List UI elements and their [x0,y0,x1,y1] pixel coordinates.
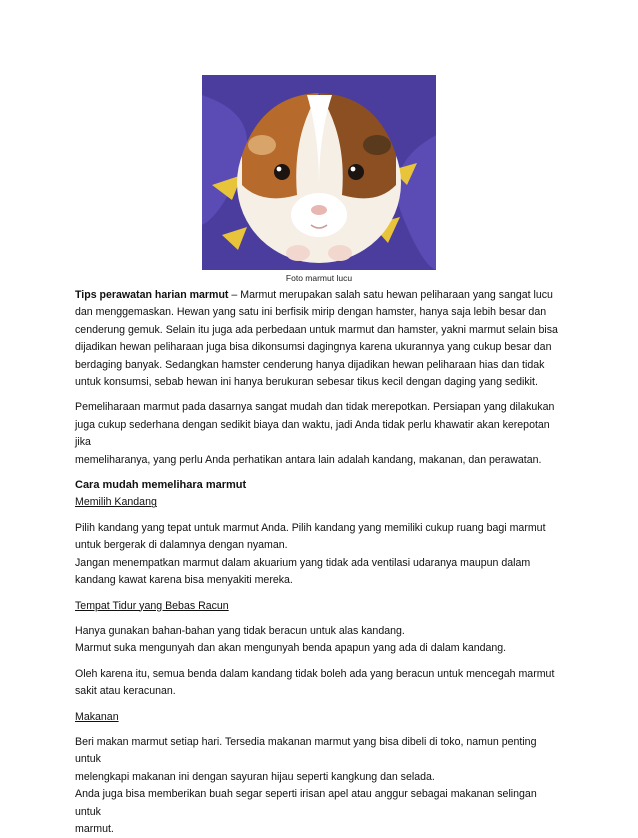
intro-line: untuk konsumsi, sebab hewan ini hanya berukuran sebesar tikus kecil dengan daging yang sedikit. [75,376,538,389]
guinea-pig-photo [202,75,436,270]
intro-paragraph [75,287,565,391]
intro-line: cenderung gemuk. Selain itu juga ada perbedaan untuk marmut dan hamster, yakni marmut selain bisa [75,323,558,336]
section-heading: Cara mudah memelihara marmut [75,479,247,492]
tidur-paragraph-2 [75,666,565,701]
kandang-line: kandang kawat karena bisa menyakiti mereka. [75,574,293,587]
tidur-line: sakit atau keracunan. [75,685,176,698]
makanan-line: Beri makan marmut setiap hari. Tersedia makanan marmut yang bisa dibeli di toko, namun penting untuk [75,735,537,766]
makanan-line: melengkapi makanan ini dengan sayuran hijau seperti kangkung dan selada. [75,770,435,783]
kandang-paragraph [75,520,565,590]
kandang-line: Pilih kandang yang tepat untuk marmut Anda. Pilih kandang yang memiliki cukup ruang bagi marmut [75,521,546,534]
makanan-line: Anda juga bisa memberikan buah segar seperti irisan apel atau anggur sebagai makanan selingan untuk [75,788,537,818]
intro-line: dan menggemaskan. Hewan yang satu ini berfisik mirip dengan hamster, hanya saja lebih besar dan [75,306,547,319]
intro-line: dijadikan hewan peliharaan juga bisa dikonsumsi dagingnya karena ukurannya yang cukup besar dan [75,341,552,354]
subheading-tempat-tidur: Tempat Tidur yang Bebas Racun [75,599,229,612]
article-body [75,287,565,838]
tidur-line: Marmut suka mengunyah dan akan mengunyah benda apapun yang ada di dalam kandang. [75,642,507,655]
intro-line: – Marmut merupakan salah satu hewan peliharaan yang sangat lucu [228,289,553,301]
subheading-memilih-kandang: Memilih Kandang [75,496,157,509]
care-line: Pemeliharaan marmut pada dasarnya sangat mudah dan tidak merepotkan. Persiapan yang dilakukan [75,401,555,414]
photo-caption: Foto marmut lucu [285,273,353,283]
care-line: juga cukup sederhana dengan sedikit biaya dan waktu, jadi Anda tidak perlu khawatir akan kerepotan jika [75,418,550,449]
care-line: memeliharanya, yang perlu Anda perhatikan antara lain adalah kandang, makanan, dan perawatan. [75,453,542,466]
tidur-line: Hanya gunakan bahan-bahan yang tidak beracun untuk alas kandang. [75,624,405,637]
care-paragraph [75,399,565,469]
tidur-paragraph [75,623,565,658]
makanan-paragraph [75,734,565,838]
tidur-line: Oleh karena itu, semua benda dalam kandang tidak boleh ada yang beracun untuk mencegah marmut [75,667,555,680]
makanan-line: marmut. [75,822,114,835]
subheading-makanan: Makanan [75,710,119,723]
guinea-pig-illustration [202,75,436,270]
kandang-line: Jangan menempatkan marmut dalam akuarium yang tidak ada ventilasi udaranya maupun dalam [75,556,531,569]
intro-line: berdaging banyak. Sedangkan hamster cenderung hanya dijadikan hewan peliharaan hias dan tidak [75,358,545,371]
intro-bold-lead: Tips perawatan harian marmut [75,289,229,301]
kandang-line: untuk bergerak di dalamnya dengan nyaman. [75,539,288,552]
